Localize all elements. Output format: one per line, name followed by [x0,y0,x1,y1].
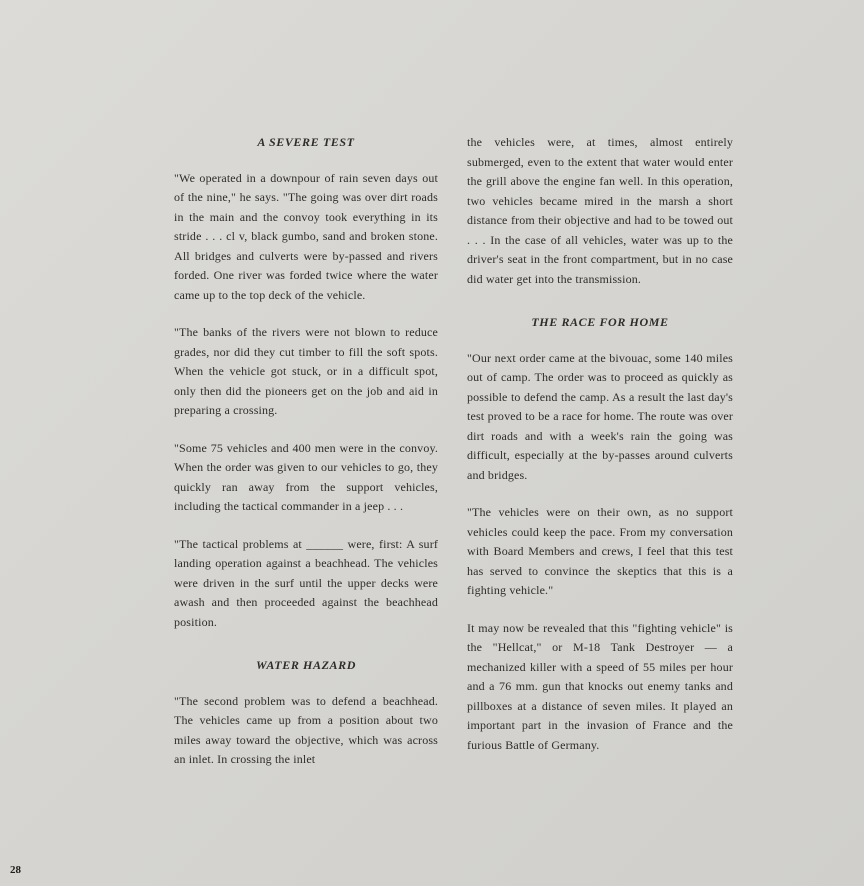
paragraph-next-order: "Our next order came at the bivouac, some 140 miles out of camp. The order was to proceed as quickly as possible to defend the camp. As a result the last day's test proved to be a race for home. The route was over dirt roads and with a week's rain the going was difficult, especially at the by-passes around culverts and bridges. [467,350,733,482]
page-number: 28 [10,864,21,876]
paragraph-vehicles-men: "Some 75 vehicles and 400 men were in the convoy. When the order was given to our vehicles to go, they quickly ran away from the support vehicles, including the tactical commander in a jeep . . . [174,440,438,513]
paragraph-defend-beachhead: "The second problem was to defend a beachhead. The vehicles came up from a position about two miles away toward the objective, which was across an inlet. In crossing the inlet [174,693,438,766]
heading-a-severe-test: A SEVERE TEST [257,135,355,149]
paragraph-tactical-problems: "The tactical problems at ______ were, first: A surf landing operation against a beachhead. The vehicles were driven in the surf until the upper decks were awash and then proceeded against the beachhead position. [174,536,438,629]
paragraph-hellcat-reveal: It may now be revealed that this "fighting vehicle" is the "Hellcat," or M-18 Tank Destroyer — a mechanized killer with a speed of 55 miles per hour and a 76 mm. gun that knocks out enemy tanks and pillboxes at a distance of seven miles. It played an important part in the invasion of France and the furious Battle of Germany. [467,620,733,752]
heading-water-hazard: WATER HAZARD [255,658,356,672]
heading-the-race-for-home: THE RACE FOR HOME [531,315,669,329]
paragraph-river-banks: "The banks of the rivers were not blown to reduce grades, nor did they cut timber to fill the soft spots. When the vehicle got stuck, or in a difficult spot, only then did the pioneers get on the job and aid in preparing a crossing. [174,325,438,417]
left-column [174,133,438,770]
paragraph-rain-convoy: "We operated in a downpour of rain seven days out of the nine," he says. "The going was over dirt roads in the main and the convoy took everything in its stride . . . cl v, black gumbo, sand and broken stone. All bridges and culverts were by-passed and rivers forded. One river was forded twice where the water came up to the top deck of the vehicle. [174,170,438,302]
right-column [467,133,733,755]
paragraph-submerged: the vehicles were, at times, almost entirely submerged, even to the extent that water would enter the grill above the engine fan well. In this operation, two vehicles became mired in the marsh a short distance from their objective and had to be towed out . . . In the case of all vehicles, water was up to the driver's seat in the front compartment, but in no case did water get into the transmission. [467,135,733,286]
paragraph-vehicles-own: "The vehicles were on their own, as no support vehicles could keep the pace. From my conversation with Board Members and crews, I feel that this test has served to convince the skeptics that this is a fighting vehicle." [467,505,733,597]
